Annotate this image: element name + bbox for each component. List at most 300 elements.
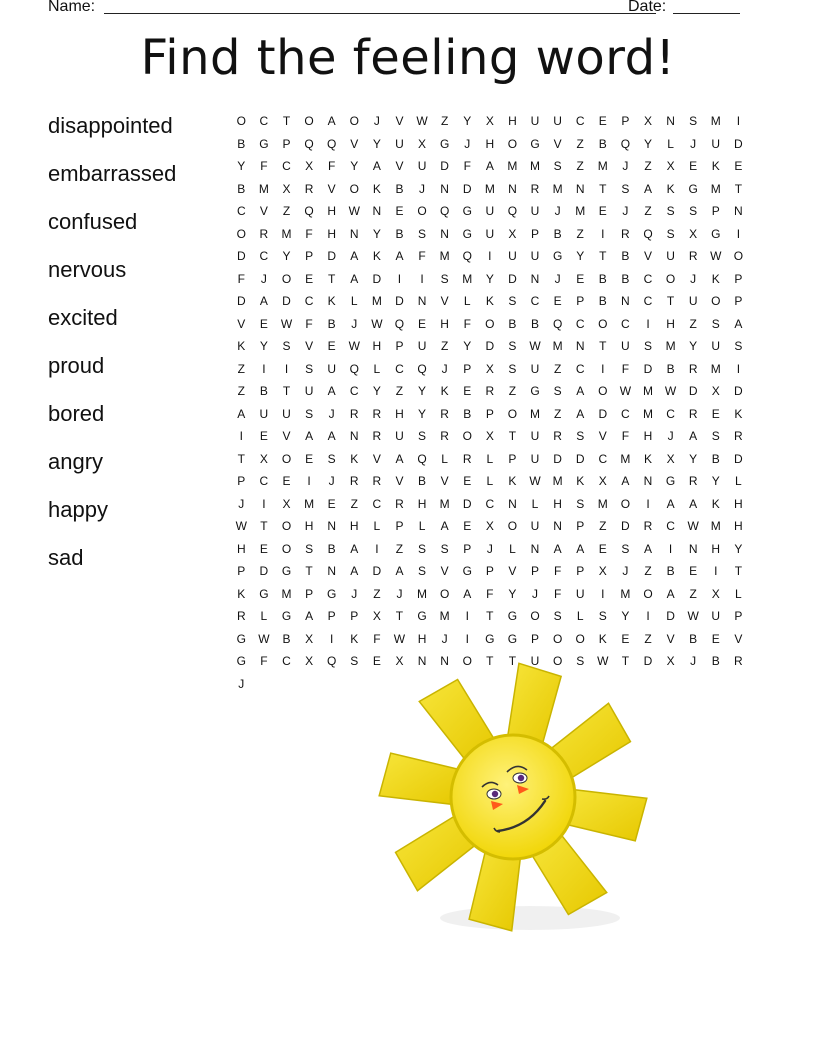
grid-letter: D bbox=[259, 564, 269, 578]
grid-letter: B bbox=[259, 384, 268, 398]
grid-letter: T bbox=[621, 654, 630, 668]
grid-letter: Z bbox=[644, 204, 652, 218]
grid-letter: T bbox=[282, 114, 291, 128]
letter-grid bbox=[230, 110, 750, 695]
grid-letter: Y bbox=[372, 226, 381, 241]
word-list-item: disappointed bbox=[48, 113, 173, 138]
grid-letter: M bbox=[620, 586, 631, 601]
grid-letter: P bbox=[350, 609, 359, 623]
grid-letter: B bbox=[531, 316, 540, 331]
grid-letter: M bbox=[530, 159, 541, 173]
grid-letter: T bbox=[260, 519, 268, 533]
grid-letter: U bbox=[485, 204, 495, 218]
grid-letter: L bbox=[486, 451, 494, 466]
grid-letter: S bbox=[598, 609, 607, 623]
grid-letter: S bbox=[508, 339, 517, 353]
grid-letter: L bbox=[576, 609, 584, 623]
grid-letter: Z bbox=[373, 586, 381, 601]
grid-letter: A bbox=[350, 564, 359, 578]
grid-letter: F bbox=[486, 586, 494, 601]
grid-letter: I bbox=[465, 631, 469, 646]
grid-letter: E bbox=[576, 271, 585, 286]
grid-letter: G bbox=[259, 136, 269, 151]
grid-letter: K bbox=[485, 294, 494, 308]
grid-letter: E bbox=[305, 271, 314, 286]
grid-letter: Q bbox=[304, 136, 314, 151]
grid-letter: T bbox=[666, 294, 675, 308]
grid-letter: P bbox=[711, 204, 720, 218]
grid-letter: B bbox=[463, 406, 472, 421]
grid-letter: M bbox=[439, 609, 450, 623]
grid-letter: T bbox=[328, 271, 336, 286]
grid-letter: C bbox=[643, 294, 653, 308]
grid-letter: Z bbox=[350, 496, 358, 511]
grid-letter: Y bbox=[643, 136, 652, 151]
grid-letter: I bbox=[736, 361, 741, 376]
grid-letter: J bbox=[441, 631, 448, 646]
grid-letter: O bbox=[349, 114, 359, 128]
grid-letter: M bbox=[417, 586, 428, 601]
grid-letter: D bbox=[282, 294, 291, 308]
grid-letter: D bbox=[395, 294, 404, 308]
grid-letter: M bbox=[552, 181, 563, 196]
grid-letter: I bbox=[330, 631, 334, 646]
grid-letter: D bbox=[372, 271, 382, 286]
grid-letter: F bbox=[463, 159, 471, 173]
grid-letter: L bbox=[463, 294, 471, 308]
grid-letter: Z bbox=[282, 204, 291, 218]
grid-letter: A bbox=[350, 271, 359, 286]
grid-letter: Q bbox=[417, 451, 427, 466]
grid-letter: Q bbox=[417, 361, 427, 376]
grid-letter: J bbox=[554, 271, 561, 286]
grid-letter: W bbox=[393, 631, 406, 646]
grid-letter: Y bbox=[621, 609, 630, 623]
word-list-item: happy bbox=[48, 497, 108, 522]
grid-letter: X bbox=[305, 654, 314, 668]
grid-letter: U bbox=[530, 451, 540, 466]
grid-letter: O bbox=[552, 631, 563, 646]
grid-letter: Z bbox=[553, 406, 562, 421]
grid-letter: T bbox=[237, 451, 245, 466]
grid-letter: U bbox=[575, 586, 585, 601]
grid-letter: G bbox=[327, 586, 337, 601]
grid-letter: C bbox=[259, 249, 269, 263]
grid-letter: Y bbox=[689, 451, 698, 466]
grid-letter: B bbox=[237, 136, 246, 151]
grid-letter: A bbox=[463, 586, 472, 601]
grid-letter: Z bbox=[576, 159, 584, 173]
grid-letter: H bbox=[666, 316, 675, 331]
grid-letter: X bbox=[666, 451, 675, 466]
name-line[interactable] bbox=[104, 13, 656, 14]
grid-letter: D bbox=[462, 181, 472, 196]
grid-letter: J bbox=[238, 496, 245, 511]
grid-letter: U bbox=[621, 339, 630, 353]
grid-letter: D bbox=[236, 294, 246, 308]
grid-letter: J bbox=[667, 429, 674, 443]
grid-letter: N bbox=[327, 564, 336, 578]
grid-letter: L bbox=[350, 294, 358, 308]
grid-letter: L bbox=[667, 136, 674, 151]
grid-letter: O bbox=[507, 406, 518, 421]
grid-letter: Y bbox=[734, 541, 743, 556]
grid-letter: S bbox=[418, 564, 427, 578]
grid-letter: L bbox=[486, 474, 494, 488]
grid-letter: O bbox=[281, 541, 292, 556]
grid-letter: U bbox=[530, 654, 540, 668]
grid-letter: M bbox=[710, 181, 721, 196]
grid-letter: G bbox=[281, 609, 292, 623]
grid-letter: N bbox=[643, 474, 653, 488]
date-line[interactable] bbox=[673, 13, 740, 14]
grid-letter: C bbox=[575, 316, 585, 331]
grid-letter: F bbox=[328, 159, 336, 173]
grid-letter: R bbox=[734, 429, 743, 443]
grid-letter: E bbox=[689, 564, 698, 578]
grid-letter: V bbox=[395, 474, 404, 488]
grid-letter: R bbox=[372, 474, 382, 488]
grid-letter: R bbox=[372, 429, 382, 443]
grid-letter: R bbox=[688, 249, 698, 263]
grid-letter: E bbox=[259, 316, 268, 331]
grid-letter: X bbox=[508, 226, 517, 241]
grid-letter: C bbox=[395, 361, 404, 376]
grid-letter: O bbox=[711, 294, 721, 308]
grid-letter: J bbox=[419, 181, 426, 196]
grid-letter: Z bbox=[576, 226, 584, 241]
grid-letter: X bbox=[666, 159, 675, 173]
grid-letter: D bbox=[327, 249, 336, 263]
grid-letter: P bbox=[237, 474, 246, 488]
grid-letter: B bbox=[711, 451, 720, 466]
grid-letter: U bbox=[666, 249, 675, 263]
grid-letter: M bbox=[597, 159, 608, 173]
grid-letter: S bbox=[350, 654, 359, 668]
grid-letter: G bbox=[417, 609, 427, 623]
grid-letter: Z bbox=[440, 114, 449, 128]
grid-letter: Y bbox=[350, 159, 359, 173]
grid-letter: J bbox=[373, 114, 380, 128]
word-list-item: proud bbox=[48, 353, 105, 378]
grid-letter: J bbox=[328, 474, 335, 488]
grid-letter: A bbox=[440, 519, 449, 533]
grid-letter: G bbox=[462, 204, 472, 218]
grid-letter: V bbox=[372, 451, 381, 466]
word-list-item: excited bbox=[48, 305, 118, 330]
grid-letter: V bbox=[440, 474, 449, 488]
grid-letter: R bbox=[621, 226, 630, 241]
grid-letter: E bbox=[711, 406, 720, 421]
grid-letter: P bbox=[395, 519, 404, 533]
grid-letter: A bbox=[666, 586, 675, 601]
grid-letter: D bbox=[553, 451, 562, 466]
grid-letter: U bbox=[485, 226, 495, 241]
grid-letter: N bbox=[734, 204, 743, 218]
grid-letter: R bbox=[440, 429, 449, 443]
grid-letter: Z bbox=[644, 631, 652, 646]
grid-letter: R bbox=[530, 181, 540, 196]
grid-letter: A bbox=[689, 429, 698, 443]
grid-letter: M bbox=[710, 114, 721, 128]
grid-letter: P bbox=[531, 564, 540, 578]
grid-letter: K bbox=[643, 451, 652, 466]
grid-letter: T bbox=[486, 654, 494, 668]
grid-letter: V bbox=[598, 429, 607, 443]
grid-letter: V bbox=[508, 564, 517, 578]
grid-letter: K bbox=[711, 271, 720, 286]
grid-letter: P bbox=[327, 609, 336, 623]
grid-letter: D bbox=[462, 496, 472, 511]
grid-letter: N bbox=[440, 181, 449, 196]
grid-letter: U bbox=[553, 114, 562, 128]
grid-letter: S bbox=[418, 541, 427, 556]
grid-letter: Z bbox=[599, 519, 607, 533]
grid-letter: X bbox=[485, 114, 494, 128]
grid-letter: V bbox=[666, 631, 675, 646]
grid-letter: J bbox=[690, 271, 697, 286]
grid-letter: D bbox=[621, 519, 630, 533]
grid-letter: Z bbox=[689, 316, 697, 331]
grid-letter: K bbox=[734, 406, 743, 421]
grid-letter: Z bbox=[553, 361, 562, 376]
header bbox=[48, 0, 788, 20]
grid-letter: S bbox=[576, 429, 585, 443]
word-list-item: nervous bbox=[48, 257, 127, 282]
grid-letter: A bbox=[237, 406, 246, 421]
grid-letter: P bbox=[734, 609, 743, 623]
grid-letter: H bbox=[643, 429, 653, 443]
sun-face bbox=[451, 735, 575, 859]
grid-letter: X bbox=[282, 181, 291, 196]
grid-letter: I bbox=[307, 474, 311, 488]
grid-letter: S bbox=[305, 361, 314, 376]
grid-letter: E bbox=[711, 631, 720, 646]
grid-letter: B bbox=[418, 474, 427, 488]
grid-letter: D bbox=[372, 564, 382, 578]
grid-letter: S bbox=[553, 384, 562, 398]
grid-letter: H bbox=[711, 541, 721, 556]
grid-letter: R bbox=[349, 406, 359, 421]
grid-letter: N bbox=[349, 226, 359, 241]
grid-letter: W bbox=[235, 519, 247, 533]
grid-letter: Y bbox=[711, 474, 720, 488]
grid-letter: R bbox=[372, 406, 382, 421]
grid-letter: B bbox=[621, 249, 630, 263]
grid-letter: P bbox=[576, 519, 585, 533]
grid-letter: V bbox=[237, 316, 246, 331]
grid-letter: Y bbox=[418, 384, 427, 398]
grid-letter: A bbox=[259, 294, 268, 308]
grid-letter: Y bbox=[576, 249, 585, 263]
grid-letter: R bbox=[462, 451, 472, 466]
grid-letter: U bbox=[395, 136, 404, 151]
grid-letter: T bbox=[508, 429, 517, 443]
grid-letter: D bbox=[575, 451, 585, 466]
grid-letter: V bbox=[350, 136, 359, 151]
grid-letter: P bbox=[305, 586, 314, 601]
grid-letter: M bbox=[642, 384, 653, 398]
grid-letter: N bbox=[349, 429, 359, 443]
grid-letter: Z bbox=[644, 159, 652, 173]
grid-letter: W bbox=[371, 316, 383, 331]
grid-letter: H bbox=[327, 204, 336, 218]
grid-letter: X bbox=[305, 159, 314, 173]
grid-letter: F bbox=[621, 361, 630, 376]
grid-letter: L bbox=[373, 361, 381, 376]
grid-letter: A bbox=[689, 496, 698, 511]
word-list-item: confused bbox=[48, 209, 138, 234]
grid-letter: B bbox=[553, 226, 562, 241]
grid-letter: P bbox=[463, 361, 472, 376]
grid-letter: X bbox=[282, 496, 291, 511]
grid-letter: U bbox=[530, 114, 540, 128]
grid-letter: S bbox=[689, 114, 698, 128]
grid-letter: K bbox=[350, 631, 359, 646]
grid-letter: A bbox=[327, 384, 336, 398]
grid-letter: D bbox=[508, 271, 517, 286]
grid-letter: E bbox=[259, 541, 268, 556]
grid-letter: D bbox=[643, 654, 653, 668]
grid-letter: A bbox=[734, 316, 743, 331]
grid-letter: H bbox=[236, 541, 246, 556]
word-list-item: embarrassed bbox=[48, 161, 177, 186]
grid-letter: V bbox=[553, 136, 562, 151]
grid-letter: W bbox=[348, 204, 360, 218]
grid-letter: W bbox=[664, 384, 677, 398]
grid-letter: O bbox=[236, 226, 246, 241]
grid-letter: G bbox=[665, 474, 676, 488]
grid-letter: R bbox=[395, 496, 404, 511]
grid-letter: K bbox=[237, 339, 246, 353]
grid-letter: R bbox=[304, 181, 314, 196]
grid-letter: V bbox=[282, 429, 291, 443]
grid-letter: S bbox=[689, 204, 698, 218]
date-label: Date: bbox=[628, 0, 667, 15]
grid-letter: M bbox=[710, 361, 721, 376]
grid-letter: I bbox=[736, 114, 741, 128]
grid-letter: U bbox=[530, 429, 540, 443]
grid-letter: D bbox=[598, 406, 608, 421]
grid-letter: F bbox=[260, 654, 268, 668]
grid-letter: U bbox=[530, 361, 540, 376]
grid-letter: D bbox=[734, 136, 743, 151]
grid-letter: J bbox=[690, 654, 697, 668]
grid-letter: U bbox=[417, 339, 427, 353]
grid-letter: Y bbox=[259, 339, 268, 353]
grid-letter: C bbox=[282, 654, 291, 668]
grid-letter: J bbox=[622, 204, 629, 218]
grid-letter: Q bbox=[552, 316, 563, 331]
grid-letter: X bbox=[485, 361, 494, 376]
grid-letter: I bbox=[646, 316, 650, 331]
grid-letter: N bbox=[553, 519, 562, 533]
grid-letter: U bbox=[530, 249, 540, 263]
grid-letter: Y bbox=[463, 114, 472, 128]
grid-letter: S bbox=[643, 339, 652, 353]
grid-letter: A bbox=[327, 114, 336, 128]
grid-letter: N bbox=[666, 114, 675, 128]
grid-letter: X bbox=[666, 654, 675, 668]
grid-letter: D bbox=[666, 609, 675, 623]
grid-letter: G bbox=[281, 564, 292, 578]
grid-letter: Y bbox=[372, 136, 381, 151]
grid-letter: Y bbox=[237, 159, 246, 173]
grid-letter: J bbox=[486, 541, 493, 556]
grid-letter: M bbox=[507, 159, 518, 173]
grid-letter: A bbox=[553, 541, 562, 556]
grid-letter: A bbox=[395, 451, 404, 466]
grid-letter: R bbox=[734, 654, 743, 668]
grid-letter: O bbox=[507, 136, 518, 151]
grid-letter: P bbox=[508, 451, 517, 466]
grid-letter: H bbox=[485, 136, 495, 151]
grid-letter: U bbox=[259, 406, 269, 421]
grid-letter: S bbox=[305, 406, 314, 421]
grid-letter: T bbox=[734, 181, 743, 196]
grid-letter: S bbox=[711, 316, 720, 331]
grid-letter: P bbox=[576, 564, 585, 578]
grid-letter: P bbox=[734, 294, 743, 308]
grid-letter: M bbox=[597, 496, 608, 511]
grid-letter: B bbox=[689, 631, 698, 646]
grid-letter: C bbox=[621, 316, 630, 331]
grid-letter: M bbox=[439, 496, 450, 511]
grid-letter: S bbox=[508, 294, 517, 308]
grid-letter: I bbox=[646, 496, 650, 511]
grid-letter: A bbox=[350, 541, 359, 556]
grid-letter: L bbox=[373, 519, 381, 533]
grid-letter: O bbox=[417, 204, 427, 218]
grid-letter: G bbox=[711, 226, 721, 241]
grid-letter: S bbox=[711, 429, 720, 443]
grid-letter: D bbox=[485, 339, 495, 353]
grid-letter: K bbox=[711, 159, 720, 173]
grid-letter: I bbox=[262, 496, 266, 511]
grid-letter: E bbox=[327, 339, 336, 353]
grid-letter: I bbox=[284, 361, 289, 376]
grid-letter: C bbox=[643, 271, 653, 286]
grid-letter: T bbox=[282, 384, 291, 398]
grid-letter: M bbox=[371, 294, 382, 308]
grid-letter: S bbox=[508, 361, 517, 376]
grid-letter: K bbox=[237, 586, 246, 601]
grid-letter: G bbox=[462, 226, 472, 241]
grid-letter: R bbox=[688, 406, 698, 421]
grid-letter: E bbox=[418, 316, 427, 331]
grid-letter: I bbox=[375, 541, 379, 556]
sun-ray bbox=[469, 848, 521, 931]
grid-letter: W bbox=[529, 474, 541, 488]
grid-letter: O bbox=[349, 181, 359, 196]
grid-letter: O bbox=[236, 114, 246, 128]
grid-letter: T bbox=[486, 609, 494, 623]
grid-letter: S bbox=[666, 226, 675, 241]
grid-letter: M bbox=[304, 496, 315, 511]
grid-letter: G bbox=[236, 654, 246, 668]
grid-letter: M bbox=[575, 204, 586, 218]
grid-letter: U bbox=[711, 136, 721, 151]
grid-letter: G bbox=[485, 631, 495, 646]
grid-letter: Z bbox=[395, 384, 404, 398]
grid-letter: P bbox=[531, 631, 540, 646]
grid-letter: X bbox=[598, 564, 607, 578]
grid-letter: O bbox=[598, 316, 608, 331]
grid-letter: W bbox=[687, 609, 699, 623]
grid-letter: D bbox=[734, 451, 743, 466]
grid-letter: N bbox=[688, 541, 698, 556]
grid-letter: O bbox=[620, 496, 631, 511]
